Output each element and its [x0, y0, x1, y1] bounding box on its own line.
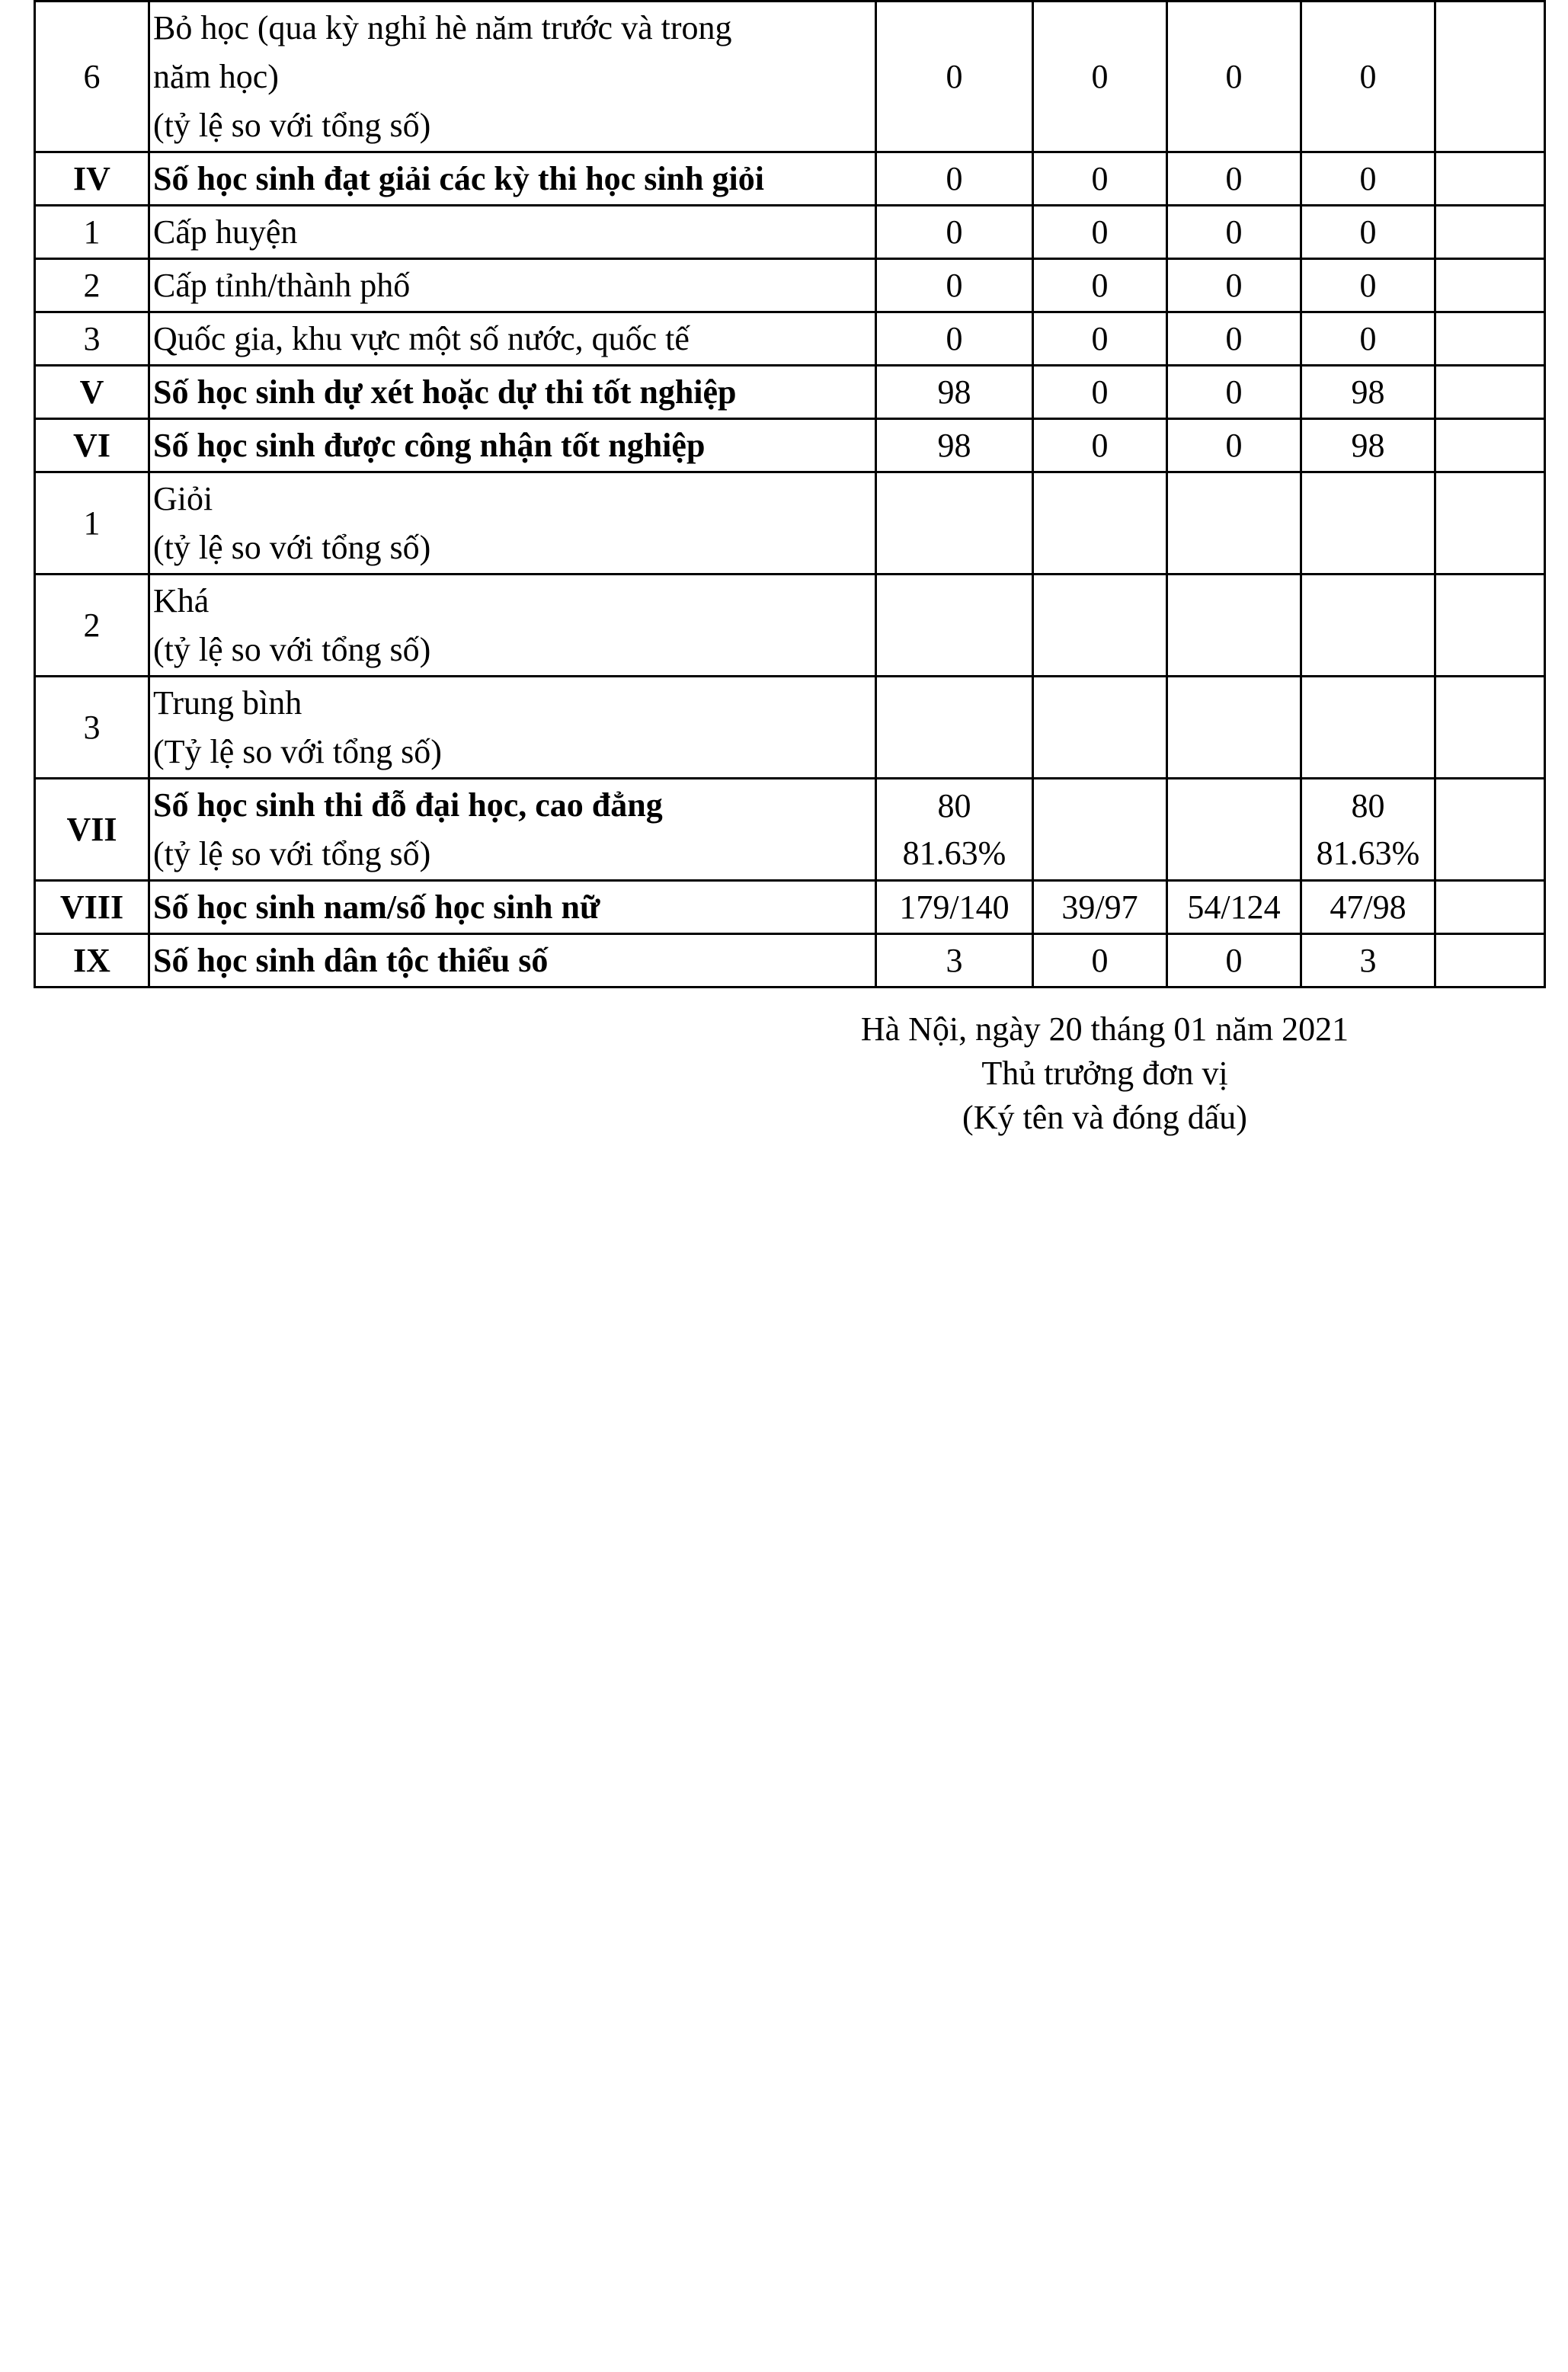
value-cell: 0	[876, 312, 1033, 366]
table-row	[35, 366, 1545, 419]
value-cell: 179/140	[876, 881, 1033, 934]
table-row	[35, 575, 1545, 677]
value-cell: 39/97	[1033, 881, 1167, 934]
signature-place-date: Hà Nội, ngày 20 tháng 01 năm 2021	[860, 1010, 1349, 1048]
value-cell: 3	[876, 934, 1033, 988]
row-description	[149, 575, 876, 677]
value-cell	[1435, 779, 1545, 881]
value-cell	[1167, 677, 1301, 779]
row-description	[149, 259, 876, 312]
description-line: Số học sinh đạt giải các kỳ thi học sinh giỏi	[153, 159, 764, 197]
value-cell	[1167, 779, 1301, 881]
value-cell: 0	[1033, 419, 1167, 472]
row-description	[149, 419, 876, 472]
description-line: Số học sinh được công nhận tốt nghiệp	[153, 426, 706, 464]
value-cell: 0	[1167, 259, 1301, 312]
row-description	[149, 472, 876, 575]
table-row	[35, 472, 1545, 575]
row-number: 2	[35, 259, 149, 312]
value-cell: 0	[1033, 312, 1167, 366]
value-cell	[1033, 779, 1167, 881]
value-cell	[1435, 881, 1545, 934]
row-number: 1	[35, 206, 149, 259]
description-line: Số học sinh nam/số học sinh nữ	[153, 888, 600, 926]
value-cell: 0	[1167, 934, 1301, 988]
row-description	[149, 152, 876, 206]
value-cell: 0	[876, 152, 1033, 206]
row-number: V	[35, 366, 149, 419]
value-cell	[1435, 366, 1545, 419]
value-cell	[1435, 472, 1545, 575]
row-description	[149, 779, 876, 881]
value-cell: 0	[1033, 206, 1167, 259]
value-cell: 0	[1301, 206, 1435, 259]
description-line: (tỷ lệ so với tổng số)	[153, 528, 431, 566]
value-cell: 0	[1033, 934, 1167, 988]
value-cell	[1435, 259, 1545, 312]
value-cell	[1167, 472, 1301, 575]
signature-block	[785, 1007, 1425, 1140]
signature-title: Thủ trưởng đơn vị	[981, 1055, 1228, 1092]
value-cell: 0	[1301, 312, 1435, 366]
value-cell: 0	[1033, 2, 1167, 152]
description-line: (tỷ lệ so với tổng số)	[153, 834, 431, 872]
table-row	[35, 677, 1545, 779]
row-description	[149, 934, 876, 988]
row-description	[149, 2, 876, 152]
value-cell	[876, 472, 1033, 575]
row-number: IV	[35, 152, 149, 206]
value-cell: 80 81.63%	[876, 779, 1033, 881]
value-cell	[1435, 206, 1545, 259]
value-cell: 0	[1167, 152, 1301, 206]
report-table	[34, 0, 1546, 988]
description-line: Quốc gia, khu vực một số nước, quốc tế	[153, 319, 690, 357]
value-cell: 0	[876, 206, 1033, 259]
value-cell	[1435, 312, 1545, 366]
value-cell	[1435, 575, 1545, 677]
value-cell: 54/124	[1167, 881, 1301, 934]
value-cell: 0	[1301, 2, 1435, 152]
description-line: Trung bình	[153, 683, 302, 722]
value-cell: 0	[1301, 152, 1435, 206]
report-table-body	[35, 2, 1545, 988]
row-description	[149, 366, 876, 419]
value-cell: 0	[1033, 366, 1167, 419]
value-cell: 80 81.63%	[1301, 779, 1435, 881]
value-cell	[876, 575, 1033, 677]
value-cell	[1435, 152, 1545, 206]
value-cell: 98	[1301, 419, 1435, 472]
value-cell: 0	[1167, 419, 1301, 472]
value-cell: 0	[1301, 259, 1435, 312]
row-description	[149, 881, 876, 934]
value-cell	[1033, 472, 1167, 575]
description-line: năm học)	[153, 57, 279, 95]
value-cell	[1033, 677, 1167, 779]
row-number: 3	[35, 677, 149, 779]
value-cell	[1301, 677, 1435, 779]
value-cell	[876, 677, 1033, 779]
description-line: Giỏi	[153, 479, 213, 517]
table-row	[35, 934, 1545, 988]
value-cell: 0	[1033, 259, 1167, 312]
value-cell: 0	[1033, 152, 1167, 206]
table-row	[35, 312, 1545, 366]
value-cell	[1435, 677, 1545, 779]
description-line: Cấp huyện	[153, 213, 298, 251]
description-line: Khá	[153, 581, 210, 619]
row-number: 6	[35, 2, 149, 152]
value-cell	[1435, 2, 1545, 152]
value-cell: 0	[1167, 206, 1301, 259]
row-description	[149, 206, 876, 259]
value-cell	[1301, 472, 1435, 575]
value-cell: 98	[876, 366, 1033, 419]
row-number: VI	[35, 419, 149, 472]
description-line: Số học sinh dự xét hoặc dự thi tốt nghiệp	[153, 373, 737, 411]
value-cell	[1033, 575, 1167, 677]
row-number: VII	[35, 779, 149, 881]
value-cell: 98	[1301, 366, 1435, 419]
table-row	[35, 2, 1545, 152]
value-cell: 0	[1167, 366, 1301, 419]
value-cell: 0	[1167, 2, 1301, 152]
description-line: Cấp tỉnh/thành phố	[153, 266, 411, 304]
value-cell	[1167, 575, 1301, 677]
row-number: VIII	[35, 881, 149, 934]
value-cell: 98	[876, 419, 1033, 472]
table-row	[35, 779, 1545, 881]
value-cell: 0	[1167, 312, 1301, 366]
row-number: 1	[35, 472, 149, 575]
value-cell	[1435, 419, 1545, 472]
table-row	[35, 206, 1545, 259]
signature-note: (Ký tên và đóng dấu)	[962, 1099, 1247, 1136]
value-cell: 0	[876, 2, 1033, 152]
value-cell: 47/98	[1301, 881, 1435, 934]
value-cell: 3	[1301, 934, 1435, 988]
value-cell	[1435, 934, 1545, 988]
row-number: IX	[35, 934, 149, 988]
description-line: Số học sinh thi đỗ đại học, cao đẳng	[153, 786, 663, 824]
description-line: (Tỷ lệ so với tổng số)	[153, 732, 442, 770]
row-number: 3	[35, 312, 149, 366]
table-row	[35, 881, 1545, 934]
description-line: Số học sinh dân tộc thiểu số	[153, 941, 549, 979]
value-cell: 0	[876, 259, 1033, 312]
description-line: (tỷ lệ so với tổng số)	[153, 106, 431, 144]
table-row	[35, 419, 1545, 472]
row-description	[149, 677, 876, 779]
description-line: (tỷ lệ so với tổng số)	[153, 630, 431, 668]
description-line: Bỏ học (qua kỳ nghỉ hè năm trước và trong	[153, 8, 732, 46]
row-description	[149, 312, 876, 366]
table-row	[35, 259, 1545, 312]
value-cell	[1301, 575, 1435, 677]
table-row	[35, 152, 1545, 206]
row-number: 2	[35, 575, 149, 677]
